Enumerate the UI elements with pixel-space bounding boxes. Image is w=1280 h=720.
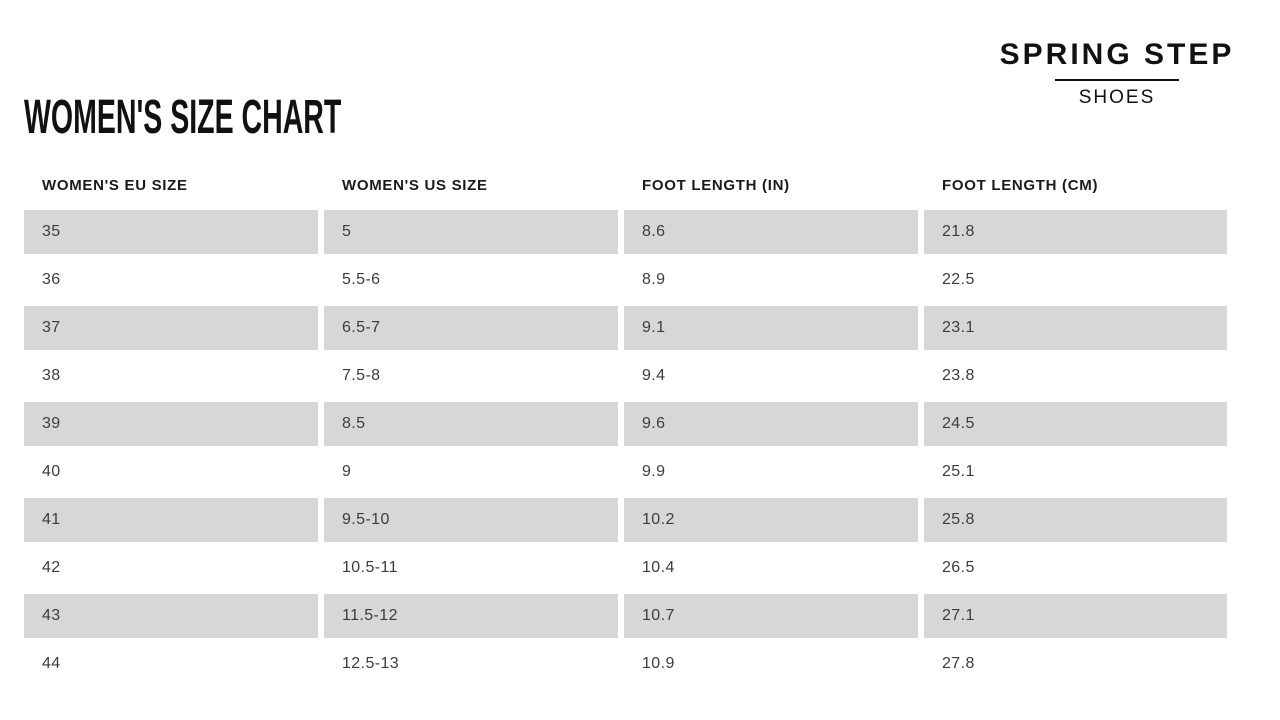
table-cell: 10.5-11 <box>324 544 618 592</box>
table-cell: 26.5 <box>924 544 1227 592</box>
table-cell: 9.4 <box>624 352 918 400</box>
table-cell: 12.5-13 <box>324 640 618 688</box>
size-table <box>24 162 1227 688</box>
table-row <box>24 544 1227 592</box>
page-title: WOMEN'S SIZE CHART <box>24 89 342 144</box>
column-header: WOMEN'S US SIZE <box>342 176 488 194</box>
table-cell: 25.1 <box>924 448 1227 496</box>
table-cell: 24.5 <box>924 400 1227 448</box>
column-header: FOOT LENGTH (CM) <box>942 176 1099 194</box>
table-cell: 27.1 <box>924 592 1227 640</box>
table-cell: 7.5-8 <box>324 352 618 400</box>
table-cell: 9 <box>324 448 618 496</box>
table-row <box>24 496 1227 544</box>
table-cell: 9.6 <box>624 400 918 448</box>
table-row <box>24 256 1227 304</box>
table-row <box>24 592 1227 640</box>
table-row <box>24 400 1227 448</box>
table-cell: 9.9 <box>624 448 918 496</box>
table-cell: 23.8 <box>924 352 1227 400</box>
table-cell: 11.5-12 <box>324 592 618 640</box>
table-body <box>24 208 1227 688</box>
table-cell: 43 <box>24 592 318 640</box>
table-cell: 42 <box>24 544 318 592</box>
table-cell: 8.5 <box>324 400 618 448</box>
logo-divider <box>1055 79 1179 81</box>
brand-subtitle: SHOES <box>1078 87 1156 108</box>
table-cell: 22.5 <box>924 256 1227 304</box>
table-cell: 10.9 <box>624 640 918 688</box>
brand-logo <box>977 38 1257 109</box>
table-cell: 39 <box>24 400 318 448</box>
table-row <box>24 640 1227 688</box>
table-cell: 10.7 <box>624 592 918 640</box>
table-cell: 36 <box>24 256 318 304</box>
column-header: WOMEN'S EU SIZE <box>42 176 188 194</box>
table-cell: 35 <box>24 208 318 256</box>
table-cell: 21.8 <box>924 208 1227 256</box>
table-cell: 37 <box>24 304 318 352</box>
table-cell: 8.6 <box>624 208 918 256</box>
table-cell: 6.5-7 <box>324 304 618 352</box>
table-cell: 10.2 <box>624 496 918 544</box>
table-cell: 44 <box>24 640 318 688</box>
table-cell: 5.5-6 <box>324 256 618 304</box>
table-cell: 27.8 <box>924 640 1227 688</box>
table-cell: 41 <box>24 496 318 544</box>
table-row <box>24 304 1227 352</box>
table-cell: 10.4 <box>624 544 918 592</box>
column-header: FOOT LENGTH (IN) <box>642 176 790 194</box>
table-cell: 5 <box>324 208 618 256</box>
table-cell: 40 <box>24 448 318 496</box>
table-row <box>24 208 1227 256</box>
brand-name: SPRING STEP <box>999 38 1235 71</box>
table-cell: 9.1 <box>624 304 918 352</box>
table-header-row <box>24 162 1227 208</box>
table-row <box>24 352 1227 400</box>
table-cell: 25.8 <box>924 496 1227 544</box>
table-row <box>24 448 1227 496</box>
table-cell: 23.1 <box>924 304 1227 352</box>
table-cell: 38 <box>24 352 318 400</box>
table-cell: 8.9 <box>624 256 918 304</box>
table-cell: 9.5-10 <box>324 496 618 544</box>
